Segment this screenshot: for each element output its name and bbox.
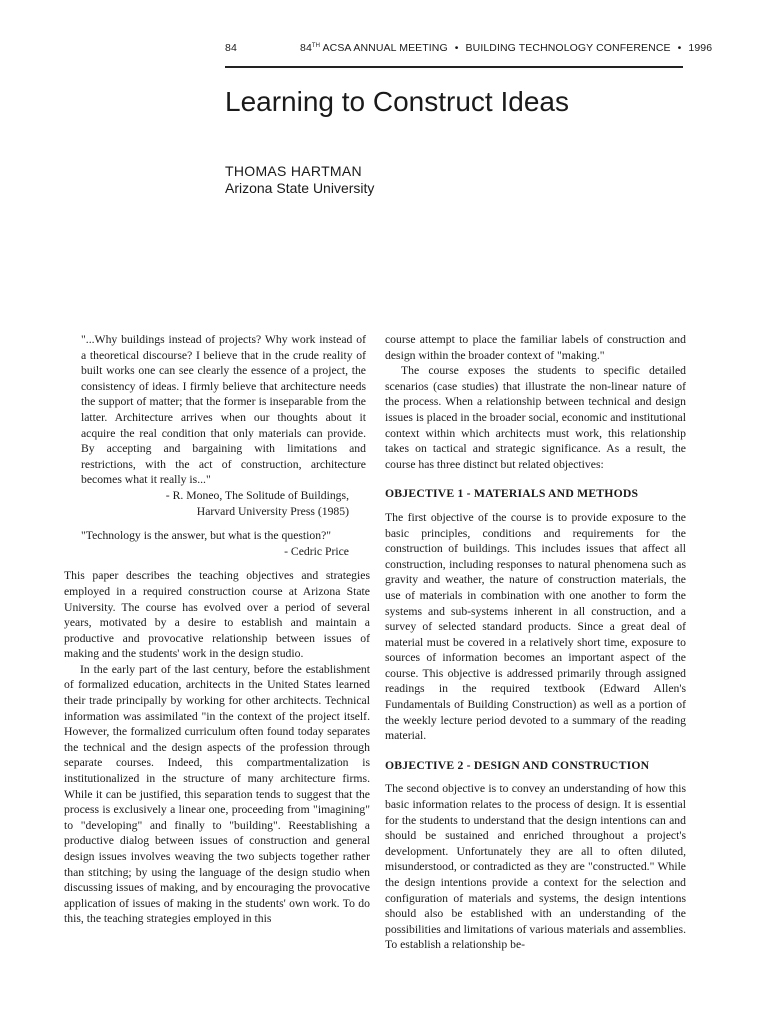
conference-name: BUILDING TECHNOLOGY CONFERENCE — [465, 42, 671, 54]
body-paragraph: course attempt to place the familiar labels of construction and design within the broader context of "making." — [385, 333, 686, 362]
meeting-ordinal: TH — [311, 43, 321, 49]
epigraph-source: Harvard University Press (1985) — [196, 504, 349, 518]
body-paragraph: This paper describes the teaching objectives and strategies employed in a required construction course at Arizona State University. The course has evolved over a period of several years, motivated by a desire to establish and maintain a productive and provocative relationship between issues of making and the students' work in the design studio. — [64, 569, 370, 661]
body-paragraph: The second objective is to convey an understanding of how this basic information relates to the process of design. It is essential for the students to understand that the design intentions can and should be sustained and enriched throughout a project's development. Unfortunately they are all to often diluted, misunderstood, or contradicted as they are "constructed." While the design intentions provide a context for the selection and configuration of materials and systems, the design intentions should also be established with an understanding of the possibilities and limitations of various materials and assemblies. To establish a relationship be- — [385, 782, 686, 952]
bullet-separator: • — [677, 42, 682, 54]
body-paragraph: The first objective of the course is to provide exposure to the basic principles, conditions and requirements for the construction of buildings. This includes issues that affect all construction, including responses to natural phenomena such as gravity and weather, the nature of construction materials, the use of materials in combination with one another to form the systems and sub-systems inherent in all construction, and a survey of selected standard products. Since a great deal of material must be covered in a relatively short time, exposure to sources of information becomes an important aspect of the course. This objective is addressed primarily through assigned readings in the required textbook (Edward Allen's Fundamentals of Building Construction) as well as a portion of the weekly lecture period devoted to a summary of the reading material. — [385, 510, 686, 743]
body-paragraph: In the early part of the last century, before the establishment of formalized education, architects in the United States learned their trade principally by working for other architects. Technical information was assimilated "in the context of the project itself. However, the formalized curriculum often found today separates the technical and the design aspects of the profession through separate courses. Indeed, this compartmentalization is institutionalized in the structure of many architecture firms. While it can be justified, this separation tends to suggest that the process is exclusively a linear one, proceeding from "imagining" to "developing" and finally to "building". Reestablishing a productive dialog between issues of construction and general design issues involves weaving the two subjects together rather than stitching; by using the language of the design studio when discussing issues of making, and by encouraging the provocative application of issues of making in the students' own work. To do this, the teaching strategies employed in this — [64, 662, 370, 926]
meeting-name: ACSA ANNUAL MEETING — [322, 42, 448, 54]
meeting-number: 84 — [300, 42, 312, 54]
left-column — [64, 332, 370, 927]
running-header — [225, 40, 713, 58]
conference-year: 1996 — [688, 42, 713, 54]
epigraph-quote-2: "Technology is the answer, but what is the question?" — [81, 529, 332, 543]
header-rule — [225, 66, 683, 68]
epigraph-attribution: - R. Moneo, The Solitude of Buildings, — [165, 488, 349, 502]
paper-title: Learning to Construct Ideas — [225, 86, 569, 117]
right-column — [385, 332, 686, 953]
author-affiliation: Arizona State University — [225, 180, 375, 196]
epigraph-attribution-2: - Cedric Price — [284, 544, 349, 558]
section-heading: OBJECTIVE 2 - DESIGN AND CONSTRUCTION — [385, 758, 650, 772]
author-name: THOMAS HARTMAN — [225, 163, 362, 179]
page-number: 84 — [225, 42, 237, 54]
conference-line — [300, 42, 712, 54]
body-paragraph: The course exposes the students to specific detailed scenarios (case studies) that illustrate the non-linear nature of the process. When a relationship between technical and design issues is placed in the broader social, economic and institutional context within which architects must work, this relationship takes on tactical and strategic significance. As a result, the course has three distinct but related objectives: — [385, 364, 686, 471]
section-heading: OBJECTIVE 1 - MATERIALS AND METHODS — [385, 487, 639, 501]
epigraph-quote: "...Why buildings instead of projects? Why work instead of a theoretical discourse? I believe that in the crude reality of built works one can see clearly the essence of a project, the consistency of ideas. I firmly believe that architecture needs the support of matter; that the former is inseparable from the latter. Architecture arrives when our thoughts about it acquire the real condition that only materials can provide. By accepting and bargaining with limitations and restrictions, with the act of construction, architecture becomes what it really is..." — [81, 333, 366, 487]
bullet-separator: • — [454, 42, 459, 54]
